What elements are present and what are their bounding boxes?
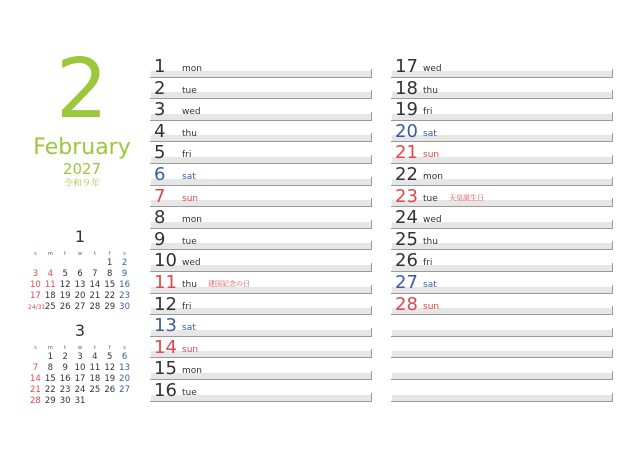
day-of-week: sun [182, 193, 199, 204]
mini-weekday-label: w [77, 251, 83, 257]
mini-calendar-week-row [28, 363, 132, 374]
mini-calendar-date: 8 [107, 269, 113, 279]
mini-calendar-date: 27 [74, 302, 86, 312]
day-number: 24 [395, 207, 418, 229]
day-row [150, 337, 372, 359]
mini-calendar-date: 23 [119, 291, 130, 301]
mini-calendar-date: 28 [89, 302, 101, 312]
row-end-tick [371, 155, 372, 164]
day-of-week: mon [182, 366, 202, 377]
mini-calendar-date: 9 [121, 269, 128, 279]
mini-weekday-label: w [77, 345, 83, 351]
mini-calendar-date: 15 [44, 374, 56, 384]
empty-day-row [391, 380, 613, 402]
month-name: February [33, 135, 131, 160]
mini-calendar-week-row [28, 291, 132, 302]
day-of-week: sun [423, 150, 440, 161]
day-row [391, 229, 613, 251]
mini-calendar-date: 17 [30, 291, 41, 301]
mini-calendar-date: 29 [104, 302, 116, 312]
day-of-week: fri [182, 301, 192, 312]
mini-calendar-date: 23 [59, 385, 71, 395]
day-of-week: wed [423, 215, 442, 226]
day-number: 6 [154, 163, 166, 185]
mini-calendar-date: 29 [44, 396, 56, 406]
row-divider [150, 401, 372, 402]
mini-calendar-date: 14 [30, 374, 41, 384]
mini-weekday-label: s [34, 251, 37, 257]
day-number: 25 [395, 228, 418, 250]
day-number: 12 [154, 293, 177, 315]
day-row [150, 358, 372, 380]
mini-calendar-week-row [28, 396, 132, 407]
row-end-tick [371, 90, 372, 99]
day-row [391, 164, 613, 186]
mini-calendar-date: 6 [121, 352, 128, 362]
day-row [150, 272, 372, 294]
mini-calendar-date: 21 [89, 291, 101, 301]
mini-calendar-date: 28 [30, 396, 41, 406]
row-end-tick [612, 393, 613, 402]
mini-calendar-week-row [28, 374, 132, 385]
day-number: 15 [154, 358, 177, 380]
mini-calendar-date: 9 [62, 363, 68, 373]
mini-calendar-date: 25 [44, 302, 56, 312]
mini-calendar-week-row [28, 302, 132, 313]
day-number: 14 [154, 336, 177, 358]
row-end-tick [371, 133, 372, 142]
mini-calendar-date [58, 258, 73, 269]
mini-calendar-date: 22 [44, 385, 56, 395]
day-number: 13 [154, 315, 177, 337]
mini-calendar-date: 8 [47, 363, 53, 373]
day-number: 4 [154, 120, 166, 142]
day-row [391, 56, 613, 78]
row-end-tick [612, 328, 613, 337]
day-row [150, 78, 372, 100]
mini-calendar-date [28, 258, 43, 269]
month-header-panel [0, 0, 148, 458]
day-number: 22 [395, 163, 418, 185]
row-end-tick [612, 90, 613, 99]
mini-calendar-date: 31 [74, 396, 86, 406]
day-row [391, 186, 613, 208]
day-number: 21 [395, 142, 418, 164]
mini-calendar-date: 19 [104, 374, 116, 384]
day-row [150, 121, 372, 143]
day-row [150, 164, 372, 186]
row-end-tick [612, 133, 613, 142]
day-of-week: sat [182, 323, 196, 334]
mini-calendar-date: 12 [104, 363, 116, 373]
day-of-week: tue [423, 193, 438, 204]
mini-calendar-date: 4 [47, 269, 53, 279]
day-row [150, 229, 372, 251]
day-row [150, 315, 372, 337]
day-number: 19 [395, 99, 418, 121]
row-divider [391, 401, 613, 402]
day-of-week: fri [182, 150, 192, 161]
day-number: 23 [395, 185, 418, 207]
day-row [150, 186, 372, 208]
day-row [391, 294, 613, 316]
mini-calendar-date: 1 [47, 352, 53, 362]
mini-calendar-date: 5 [107, 352, 113, 362]
row-end-tick [612, 241, 613, 250]
row-end-tick [371, 69, 372, 78]
day-row [391, 207, 613, 229]
mini-weekday-label: s [123, 345, 126, 351]
row-end-tick [612, 285, 613, 294]
mini-calendar-date [43, 258, 58, 269]
mini-calendar-date: 24/31 [28, 304, 46, 311]
mini-calendar-date: 7 [32, 363, 39, 373]
mini-calendar-march [28, 322, 132, 407]
month-number: 2 [55, 42, 109, 137]
mini-weekday-label: s [123, 251, 126, 257]
mini-calendar-date [87, 396, 102, 407]
row-end-tick [612, 69, 613, 78]
day-of-week: wed [182, 258, 201, 269]
day-list-column-2 [391, 56, 613, 402]
day-of-week: mon [182, 215, 202, 226]
day-of-week: mon [423, 171, 443, 182]
holiday-label: 建国記念の日 [208, 279, 250, 288]
mini-calendar-date: 7 [92, 269, 98, 279]
day-of-week: thu [423, 85, 438, 96]
row-end-tick [612, 263, 613, 272]
day-number: 1 [154, 56, 166, 77]
day-row [150, 99, 372, 121]
day-list-column-1 [150, 56, 372, 402]
day-number: 5 [154, 142, 166, 164]
mini-calendar-date: 25 [89, 385, 101, 395]
mini-calendar-date: 13 [74, 280, 86, 290]
empty-day-row [391, 358, 613, 380]
day-of-week: sat [423, 128, 437, 139]
day-of-week: tue [182, 236, 197, 247]
mini-calendar-date: 4 [92, 352, 98, 362]
mini-calendar-date: 12 [59, 280, 71, 290]
day-row [150, 294, 372, 316]
day-of-week: sun [182, 344, 199, 355]
mini-calendar-date: 14 [89, 280, 101, 290]
day-number: 2 [154, 77, 166, 99]
empty-day-row [391, 315, 613, 337]
mini-weekday-label: m [47, 251, 53, 257]
year-label: 2027 [62, 160, 102, 178]
mini-calendar-date [28, 352, 43, 363]
day-row [391, 121, 613, 143]
row-end-tick [371, 241, 372, 250]
mini-calendar-date: 11 [44, 280, 56, 290]
day-number: 28 [395, 293, 418, 315]
day-number: 11 [154, 271, 177, 293]
day-of-week: thu [182, 279, 197, 290]
day-row [391, 78, 613, 100]
mini-calendar-date: 2 [121, 258, 128, 268]
day-of-week: sun [423, 301, 440, 312]
day-row [391, 142, 613, 164]
mini-calendar-date: 13 [119, 363, 130, 373]
day-number: 16 [154, 379, 177, 401]
mini-calendar-title: 3 [74, 321, 86, 340]
mini-calendar-date: 17 [74, 374, 86, 384]
mini-calendar-date: 18 [89, 374, 101, 384]
day-row [150, 380, 372, 402]
day-of-week: wed [423, 64, 442, 74]
mini-calendar-date: 3 [32, 269, 39, 279]
mini-weekday-label: f [108, 251, 111, 257]
mini-calendar-weekday-header [28, 344, 132, 352]
day-row [391, 272, 613, 294]
day-of-week: tue [182, 85, 197, 96]
mini-calendar-week-row [28, 352, 132, 363]
day-row [150, 250, 372, 272]
row-end-tick [612, 177, 613, 186]
day-row [150, 56, 372, 78]
day-of-week: thu [182, 128, 197, 139]
row-end-tick [612, 112, 613, 121]
mini-calendar-date: 24 [74, 385, 86, 395]
mini-calendar-week-row [28, 280, 132, 291]
row-end-tick [371, 349, 372, 358]
day-of-week: mon [182, 64, 202, 74]
row-end-tick [612, 371, 613, 380]
mini-calendar-date: 5 [62, 269, 68, 279]
day-number: 9 [154, 228, 166, 250]
mini-calendar-date [73, 258, 88, 269]
mini-calendar-week-row [28, 258, 132, 269]
row-end-tick [371, 393, 372, 402]
day-number: 17 [395, 56, 418, 77]
day-of-week: sat [423, 279, 437, 290]
mini-calendar-date: 26 [59, 302, 71, 312]
mini-calendar-date: 6 [77, 269, 83, 279]
day-of-week: sat [182, 171, 196, 182]
row-end-tick [371, 285, 372, 294]
mini-calendar-date: 26 [104, 385, 116, 395]
mini-weekday-label: t [93, 345, 96, 351]
mini-calendar-date: 30 [119, 302, 130, 312]
mini-calendar-date: 2 [62, 352, 68, 362]
day-row [150, 142, 372, 164]
day-of-week: wed [182, 107, 201, 118]
mini-calendar-january [28, 228, 132, 313]
day-number: 26 [395, 250, 418, 272]
day-of-week: fri [423, 107, 433, 118]
mini-weekday-label: t [64, 251, 67, 257]
mini-calendar-week-row [28, 269, 132, 280]
row-end-tick [371, 328, 372, 337]
mini-weekday-label: s [34, 345, 37, 351]
day-number: 3 [154, 99, 166, 121]
row-end-tick [612, 306, 613, 315]
day-number: 27 [395, 271, 418, 293]
day-number: 7 [154, 185, 166, 207]
mini-calendar-date: 10 [74, 363, 86, 373]
row-end-tick [371, 306, 372, 315]
row-end-tick [371, 177, 372, 186]
row-end-tick [371, 263, 372, 272]
mini-weekday-label: m [47, 345, 53, 351]
mini-calendar-date: 11 [89, 363, 101, 373]
japanese-era-label: 令和９年 [63, 179, 100, 189]
day-row [391, 99, 613, 121]
row-end-tick [371, 112, 372, 121]
mini-calendar-weekday-header [28, 250, 132, 258]
holiday-label: 天皇誕生日 [449, 193, 484, 202]
day-row [150, 207, 372, 229]
row-end-tick [371, 371, 372, 380]
mini-weekday-label: f [108, 345, 111, 351]
day-number: 10 [154, 250, 177, 272]
day-row [391, 250, 613, 272]
mini-calendar-week-row [28, 385, 132, 396]
row-end-tick [612, 220, 613, 229]
mini-calendar-date: 20 [74, 291, 86, 301]
row-end-tick [371, 220, 372, 229]
mini-calendar-date: 10 [30, 280, 41, 290]
mini-calendar-date: 1 [107, 258, 113, 268]
mini-calendar-date: 16 [119, 280, 130, 290]
mini-calendar-date [87, 258, 102, 269]
row-end-tick [371, 198, 372, 207]
row-end-tick [612, 198, 613, 207]
row-end-tick [612, 155, 613, 164]
mini-calendar-date: 15 [104, 280, 116, 290]
mini-calendar-date: 18 [44, 291, 56, 301]
mini-calendar-date: 16 [59, 374, 71, 384]
mini-calendar-date: 21 [30, 385, 41, 395]
mini-calendar-title: 1 [74, 227, 86, 246]
mini-calendar-date: 3 [77, 352, 83, 362]
mini-weekday-label: t [93, 251, 96, 257]
mini-calendar-date: 20 [119, 374, 130, 384]
day-number: 20 [395, 120, 418, 142]
mini-calendar-date: 27 [119, 385, 130, 395]
mini-calendar-date: 22 [104, 291, 116, 301]
empty-day-row [391, 337, 613, 359]
row-end-tick [612, 349, 613, 358]
mini-calendar-date: 19 [59, 291, 71, 301]
mini-calendar-date [117, 396, 132, 407]
day-number: 18 [395, 77, 418, 99]
mini-weekday-label: t [64, 345, 67, 351]
day-of-week: tue [182, 387, 197, 398]
mini-calendar-date: 30 [59, 396, 71, 406]
day-of-week: thu [423, 236, 438, 247]
mini-calendar-date [102, 396, 117, 407]
day-of-week: fri [423, 258, 433, 269]
day-number: 8 [154, 207, 166, 229]
